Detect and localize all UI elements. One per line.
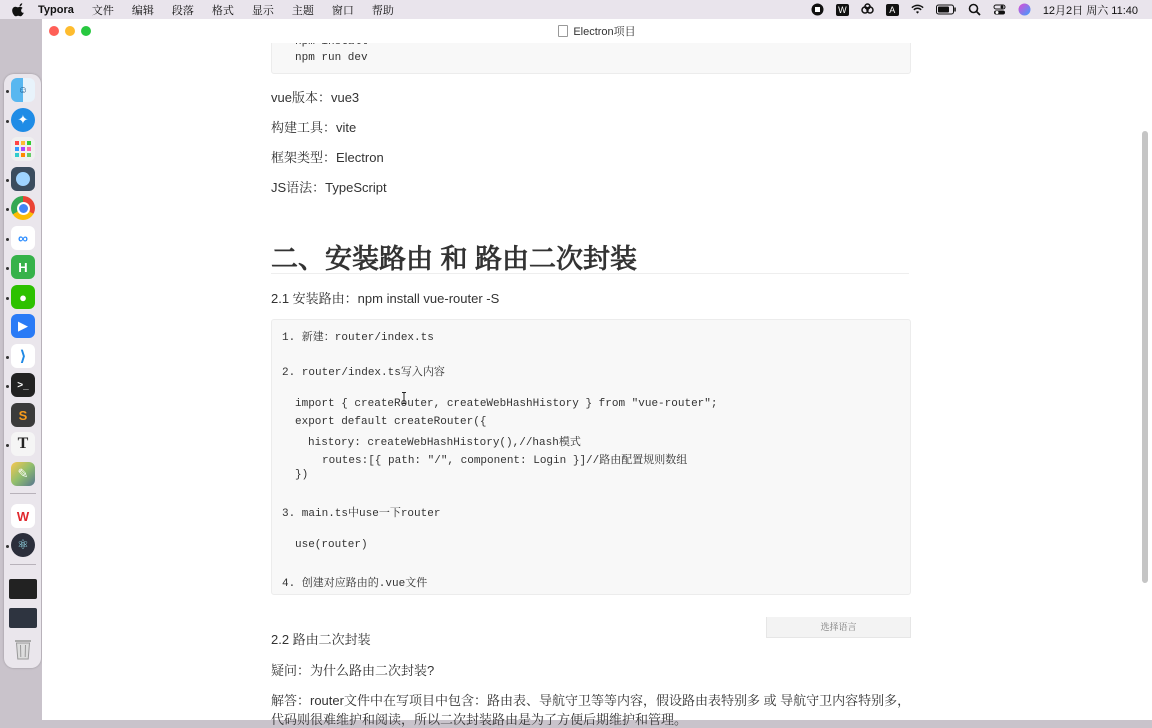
chrome-icon[interactable] [11, 196, 35, 220]
running-indicator [6, 297, 9, 300]
code-line: }) [295, 469, 308, 481]
menu-app-name[interactable]: Typora [38, 4, 74, 16]
code-line: routes:[{ path: "/", component: Login }]//路由配置规则数组 [322, 451, 687, 467]
zoom-button[interactable] [81, 26, 91, 36]
window-titlebar [42, 19, 1152, 43]
running-indicator [6, 356, 9, 359]
minimize-button[interactable] [65, 26, 75, 36]
subheading-router-wrap: 2.2 路由二次封装 [271, 629, 371, 648]
safari-icon[interactable]: ✦ [11, 108, 35, 132]
vscode-icon[interactable]: ⟩ [11, 344, 35, 368]
code-line: 3. main.ts中use一下router [282, 504, 440, 520]
close-button[interactable] [49, 26, 59, 36]
wechat-icon[interactable]: ● [11, 285, 35, 309]
code-line: import { createRouter, createWebHashHistory } from "vue-router"; [295, 398, 717, 410]
running-indicator [6, 545, 9, 548]
dock-divider [10, 564, 36, 565]
electron-icon[interactable]: ⚛ [11, 533, 35, 557]
paint-icon[interactable]: ✎ [11, 462, 35, 486]
menu-file[interactable]: 文件 [92, 2, 114, 18]
finder-icon[interactable]: ☺ [11, 78, 35, 102]
dock-divider [10, 493, 36, 494]
window-title [558, 23, 635, 39]
paragraph-build-tool: 构建工具：vite [271, 117, 356, 136]
menu-paragraph[interactable]: 段落 [172, 2, 194, 18]
running-indicator [6, 90, 9, 93]
screen-thumb-icon[interactable] [9, 579, 37, 599]
code-line: use(router) [295, 539, 368, 551]
document-icon [558, 25, 568, 37]
running-indicator [6, 385, 9, 388]
paragraph-answer-line1: 解答：router文件中在写项目中包含：路由表、导航守卫等等内容，假设路由表特别多 或 导航守卫内容特别多， [271, 690, 910, 709]
running-indicator [6, 267, 9, 270]
battery-icon[interactable] [936, 3, 956, 16]
code-line: history: createWebHashHistory(),//hash模式 [308, 433, 581, 449]
wps-tray-icon[interactable]: W [836, 4, 849, 16]
code-block-router[interactable] [271, 319, 911, 595]
cloud-sync-icon[interactable] [861, 3, 874, 16]
paragraph-question: 疑问：为什么路由二次封装? [271, 660, 434, 679]
paragraph-framework: 框架类型：Electron [271, 147, 384, 166]
qq-browser-icon[interactable] [11, 167, 35, 191]
wifi-icon[interactable] [911, 3, 924, 16]
screen-thumb-icon-2[interactable] [9, 608, 37, 628]
window-title-text: Electron项目 [573, 23, 635, 39]
menu-bar [0, 0, 1152, 19]
code-line: 1. 新建：router/index.ts [282, 328, 434, 344]
status-tray [811, 0, 1138, 19]
section-heading: 二、安装路由 和 路由二次封装 [271, 237, 909, 274]
language-select[interactable]: 选择语言 [766, 617, 911, 638]
code-line: 2. router/index.ts写入内容 [282, 363, 445, 379]
menu-format[interactable]: 格式 [212, 2, 234, 18]
menu-theme[interactable]: 主题 [292, 2, 314, 18]
baidu-netdisk-icon[interactable]: ∞ [11, 226, 35, 250]
typora-window [42, 19, 1152, 720]
hbuilder-icon[interactable]: H [11, 255, 35, 279]
editor-content[interactable] [42, 43, 1152, 720]
running-indicator [6, 120, 9, 123]
trash-icon[interactable] [11, 637, 35, 661]
subheading-install-router: 2.1 安装路由：npm install vue-router -S [271, 288, 499, 307]
running-indicator [6, 444, 9, 447]
code-line: export default createRouter({ [295, 416, 486, 428]
running-indicator [6, 238, 9, 241]
search-icon[interactable] [968, 3, 981, 16]
menu-view[interactable]: 显示 [252, 2, 274, 18]
dock [4, 74, 41, 668]
feishu-icon[interactable]: ▶ [11, 314, 35, 338]
menu-edit[interactable]: 编辑 [132, 2, 154, 18]
menu-help[interactable]: 帮助 [372, 2, 394, 18]
code-line: 4. 创建对应路由的.vue文件 [282, 574, 427, 590]
input-method-icon[interactable]: A [886, 4, 899, 16]
running-indicator [6, 208, 9, 211]
menu-window[interactable]: 窗口 [332, 2, 354, 18]
paragraph-answer-line2: 代码则很难维护和阅读，所以二次封装路由是为了方便后期维护和管理。 [271, 709, 687, 728]
terminal-icon[interactable]: >_ [11, 373, 35, 397]
clock[interactable]: 12月2日 周六 11:40 [1043, 2, 1138, 18]
code-line: npm run dev [295, 52, 368, 64]
vertical-scrollbar[interactable] [1142, 131, 1148, 583]
paragraph-js-syntax: JS语法：TypeScript [271, 177, 387, 196]
control-center-icon[interactable] [993, 3, 1006, 16]
record-icon[interactable] [811, 3, 824, 16]
launchpad-icon[interactable] [11, 137, 35, 161]
sublime-icon[interactable]: S [11, 403, 35, 427]
apple-icon[interactable] [12, 3, 26, 17]
running-indicator [6, 179, 9, 182]
text-cursor-icon [401, 392, 407, 404]
siri-icon[interactable] [1018, 3, 1031, 16]
paragraph-vue-version: vue版本：vue3 [271, 87, 359, 106]
wps-icon[interactable]: W [11, 504, 35, 528]
typora-icon[interactable]: T [11, 432, 35, 456]
